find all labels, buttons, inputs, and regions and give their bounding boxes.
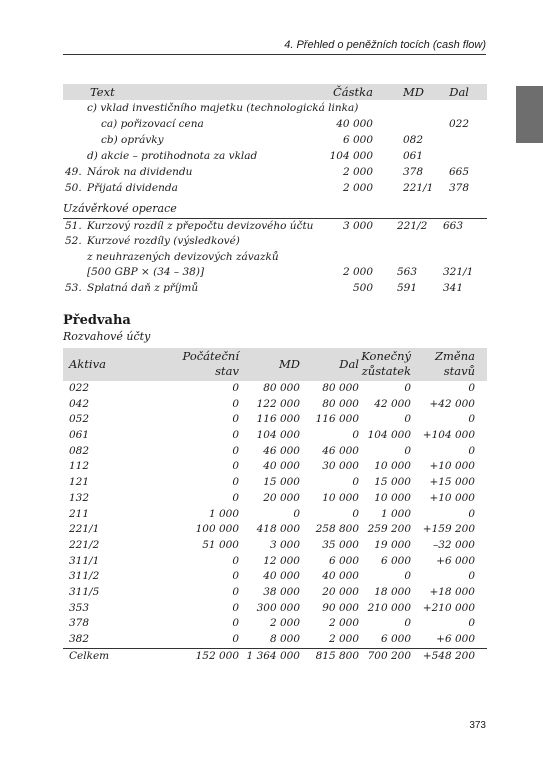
header-pocatecni-line1: Počáteční	[182, 349, 239, 363]
running-head: 4. Přehled o peněžních tocích (cash flow)	[63, 38, 486, 55]
balance-row-md: 80 000	[263, 382, 300, 394]
balance-row-dal: 6 000	[328, 554, 359, 567]
balance-row-closing: 0	[404, 570, 411, 583]
journal-row-amount: 40 000	[336, 118, 373, 130]
balance-row-opening: 0	[232, 633, 239, 645]
balance-row-change: –32 000	[433, 538, 475, 551]
balance-row-opening: 100 000	[195, 523, 239, 536]
balance-row-change: +159 200	[422, 523, 475, 536]
balance-row	[63, 616, 487, 632]
header-pocatecni	[183, 349, 239, 379]
balance-row-dal: 2 000	[328, 633, 359, 645]
balance-row-change: 0	[468, 507, 475, 520]
closing-row-amount: 2 000	[342, 266, 373, 279]
closing-operations-table	[63, 219, 487, 296]
balance-row-opening: 0	[232, 554, 239, 567]
journal-row	[63, 132, 487, 148]
balance-row-opening: 0	[232, 617, 239, 630]
header-zmena-line1: Změna	[435, 349, 475, 363]
journal-row-amount: 2 000	[342, 166, 373, 178]
balance-row-change: 0	[468, 413, 475, 426]
balance-row-dal: 80 000	[322, 382, 359, 394]
section-label-closing: Uzávěrkové operace	[63, 202, 177, 215]
journal-row-num: 50.	[65, 182, 82, 194]
chapter-thumb-tab	[516, 86, 543, 143]
balance-row-account: 132	[69, 491, 90, 504]
header-konecny-line1: Konečný	[361, 349, 411, 363]
journal-row-text: cb) oprávky	[101, 134, 164, 146]
journal-row	[63, 148, 487, 164]
balance-row-account: 378	[69, 617, 90, 630]
balance-row-opening: 0	[232, 491, 239, 504]
balance-row-dal: 80 000	[322, 397, 359, 410]
balance-row-md: 0	[293, 507, 300, 520]
balance-row-md: 2 000	[269, 617, 300, 630]
balance-row-md: 46 000	[263, 444, 300, 457]
closing-row	[63, 219, 487, 234]
journal-row-num: 49.	[65, 166, 82, 178]
balance-row-dal: 10 000	[322, 491, 359, 504]
journal-row	[63, 100, 487, 116]
closing-row-text: z neuhrazených devizových závazků	[87, 250, 279, 263]
balance-row-opening: 51 000	[202, 538, 239, 551]
balance-row	[63, 459, 487, 475]
balance-row-closing: 6 000	[380, 554, 411, 567]
balance-total-row	[63, 648, 487, 665]
trial-balance-header	[63, 348, 487, 381]
balance-row-md: 3 000	[269, 538, 300, 551]
balance-row-md: 12 000	[263, 554, 300, 567]
closing-row	[63, 250, 487, 265]
balance-row-change: +18 000	[429, 585, 475, 598]
balance-row-account: 082	[69, 444, 90, 457]
balance-row-md: 40 000	[263, 460, 300, 473]
section-heading: Předvaha	[63, 313, 131, 328]
balance-row-dal: 116 000	[315, 413, 359, 426]
balance-row	[63, 444, 487, 460]
balance-row-dal: 258 800	[315, 523, 359, 536]
balance-row	[63, 507, 487, 523]
balance-row-closing: 1 000	[380, 507, 411, 520]
balance-row-change: +42 000	[429, 397, 475, 410]
balance-row-md: 418 000	[256, 523, 300, 536]
balance-row-opening: 0	[232, 601, 239, 614]
balance-row-account: 052	[69, 413, 90, 426]
balance-row-dal: 0	[352, 476, 359, 489]
balance-row-closing: 10 000	[374, 491, 411, 504]
closing-row-amount: 500	[352, 281, 373, 294]
journal-row-dal: 022	[449, 118, 470, 130]
closing-row-text: Kurzový rozdíl z přepočtu devizového účtu	[87, 220, 314, 232]
closing-row-num: 52.	[65, 235, 82, 248]
balance-row-account: 221/1	[69, 523, 100, 536]
header-amount: Částka	[332, 85, 373, 99]
balance-row	[63, 538, 487, 554]
balance-row-account: 311/2	[69, 570, 100, 583]
balance-row-dal: 90 000	[322, 601, 359, 614]
balance-row-account: 211	[69, 507, 90, 520]
journal-row-amount: 6 000	[342, 134, 373, 146]
balance-row-closing: 42 000	[374, 397, 411, 410]
balance-row	[63, 569, 487, 585]
header-konecny	[361, 349, 411, 379]
closing-row-amount: 3 000	[342, 220, 373, 232]
balance-row-change: +15 000	[429, 476, 475, 489]
balance-row	[63, 554, 487, 570]
balance-row-opening: 0	[232, 476, 239, 489]
balance-row-account: 022	[69, 382, 90, 394]
balance-row-md: 20 000	[263, 491, 300, 504]
journal-row-dal: 378	[449, 182, 470, 194]
balance-row-closing: 15 000	[374, 476, 411, 489]
balance-row	[63, 601, 487, 617]
balance-row-opening: 0	[232, 570, 239, 583]
balance-total-row-account: Celkem	[69, 649, 110, 662]
balance-row-opening: 0	[232, 397, 239, 410]
closing-row-md: 563	[397, 266, 418, 279]
balance-row-opening: 0	[232, 444, 239, 457]
closing-row	[63, 234, 487, 249]
balance-row-md: 116 000	[256, 413, 300, 426]
journal-row-text: Přijatá dividenda	[87, 182, 178, 194]
header-text: Text	[90, 85, 115, 99]
journal-row	[63, 180, 487, 196]
balance-row-dal: 0	[352, 507, 359, 520]
balance-row-closing: 104 000	[367, 429, 411, 442]
balance-row-closing: 18 000	[374, 585, 411, 598]
balance-row-dal: 40 000	[322, 570, 359, 583]
closing-row-text: Kurzové rozdíly (výsledkové)	[87, 235, 240, 248]
balance-row	[63, 522, 487, 538]
balance-row-change: 0	[468, 617, 475, 630]
header-md: MD	[403, 85, 424, 99]
balance-row	[63, 381, 487, 397]
balance-row-opening: 0	[232, 382, 239, 394]
balance-row-closing: 0	[404, 444, 411, 457]
balance-total-row-dal: 815 800	[315, 649, 359, 662]
balance-row-change: +6 000	[436, 633, 475, 645]
closing-row-dal: 341	[443, 281, 464, 294]
balance-row-change: +6 000	[436, 554, 475, 567]
journal-row-text: Nárok na dividendu	[87, 166, 193, 178]
closing-row-text: Splatná daň z příjmů	[87, 281, 199, 294]
closing-row-num: 53.	[65, 281, 82, 294]
balance-row-change: +10 000	[429, 491, 475, 504]
header-dal: Dal	[449, 85, 469, 99]
journal-row	[63, 164, 487, 180]
balance-row-dal: 30 000	[322, 460, 359, 473]
balance-row	[63, 412, 487, 428]
balance-total-row-closing: 700 200	[367, 649, 411, 662]
balance-row-account: 353	[69, 601, 90, 614]
balance-total-row-md: 1 364 000	[246, 649, 300, 662]
balance-row-closing: 19 000	[374, 538, 411, 551]
closing-row-dal: 321/1	[443, 266, 474, 279]
journal-row-amount: 104 000	[329, 150, 373, 162]
balance-row-opening: 0	[232, 585, 239, 598]
balance-row	[63, 585, 487, 601]
balance-row-closing: 0	[404, 413, 411, 426]
balance-row-account: 221/2	[69, 538, 100, 551]
closing-row-md: 221/2	[397, 220, 428, 232]
balance-row-dal: 35 000	[322, 538, 359, 551]
journal-table	[63, 84, 487, 196]
header-aktiva: Aktiva	[69, 357, 106, 371]
closing-row-dal: 663	[443, 220, 464, 232]
closing-row-md: 591	[397, 281, 418, 294]
closing-row-text: [500 GBP × (34 – 38)]	[87, 266, 205, 279]
balance-row-dal: 0	[352, 429, 359, 442]
balance-row-account: 311/1	[69, 554, 100, 567]
balance-row-closing: 6 000	[380, 633, 411, 645]
journal-row-dal: 665	[449, 166, 470, 178]
header-md: MD	[279, 357, 300, 371]
balance-row-closing: 0	[404, 382, 411, 394]
balance-row-opening: 0	[232, 429, 239, 442]
journal-row-text: c) vklad investičního majetku (technologická linka)	[87, 102, 359, 114]
balance-row-change: +210 000	[422, 601, 475, 614]
balance-row-md: 15 000	[263, 476, 300, 489]
trial-balance-table	[63, 348, 487, 664]
journal-row-text: ca) pořizovací cena	[101, 118, 204, 130]
balance-row-change: 0	[468, 382, 475, 394]
header-zmena-line2: stavů	[443, 364, 475, 378]
balance-row-dal: 2 000	[328, 617, 359, 630]
balance-row-account: 121	[69, 476, 90, 489]
balance-row-dal: 20 000	[322, 585, 359, 598]
closing-row-num: 51.	[65, 220, 82, 232]
closing-row	[63, 281, 487, 296]
balance-row-account: 061	[69, 429, 90, 442]
balance-row	[63, 428, 487, 444]
balance-row	[63, 632, 487, 648]
balance-row-change: +10 000	[429, 460, 475, 473]
section-subheading: Rozvahové účty	[63, 330, 151, 343]
balance-row-change: 0	[468, 570, 475, 583]
balance-row-account: 311/5	[69, 585, 100, 598]
header-dal: Dal	[339, 357, 359, 371]
closing-row	[63, 265, 487, 280]
balance-row-opening: 1 000	[208, 507, 239, 520]
balance-row-md: 8 000	[269, 633, 300, 645]
balance-row-account: 382	[69, 633, 90, 645]
balance-row	[63, 475, 487, 491]
balance-row-md: 122 000	[256, 397, 300, 410]
balance-row-opening: 0	[232, 460, 239, 473]
journal-row-amount: 2 000	[342, 182, 373, 194]
balance-row-closing: 210 000	[367, 601, 411, 614]
page-number: 373	[469, 720, 486, 731]
balance-row-closing: 10 000	[374, 460, 411, 473]
balance-row-md: 38 000	[263, 585, 300, 598]
balance-total-row-opening: 152 000	[195, 649, 239, 662]
balance-row	[63, 491, 487, 507]
balance-row-closing: 259 200	[367, 523, 411, 536]
balance-row-closing: 0	[404, 617, 411, 630]
balance-row-account: 042	[69, 397, 90, 410]
journal-row-md: 378	[403, 166, 424, 178]
balance-row-opening: 0	[232, 413, 239, 426]
balance-row-md: 104 000	[256, 429, 300, 442]
balance-row	[63, 397, 487, 413]
balance-row-change: +104 000	[422, 429, 475, 442]
header-zmena	[435, 349, 475, 379]
header-pocatecni-line2: stav	[215, 364, 239, 378]
journal-row-md: 082	[403, 134, 424, 146]
journal-row-md: 221/1	[403, 182, 434, 194]
balance-row-change: 0	[468, 444, 475, 457]
header-konecny-line2: zůstatek	[361, 364, 411, 378]
journal-header-row	[63, 84, 487, 100]
balance-total-row-change: +548 200	[422, 649, 475, 662]
balance-row-md: 300 000	[256, 601, 300, 614]
journal-row-md: 061	[403, 150, 424, 162]
balance-row-dal: 46 000	[322, 444, 359, 457]
journal-row	[63, 116, 487, 132]
balance-row-md: 40 000	[263, 570, 300, 583]
journal-row-text: d) akcie – protihodnota za vklad	[87, 150, 258, 162]
balance-row-account: 112	[69, 460, 90, 473]
